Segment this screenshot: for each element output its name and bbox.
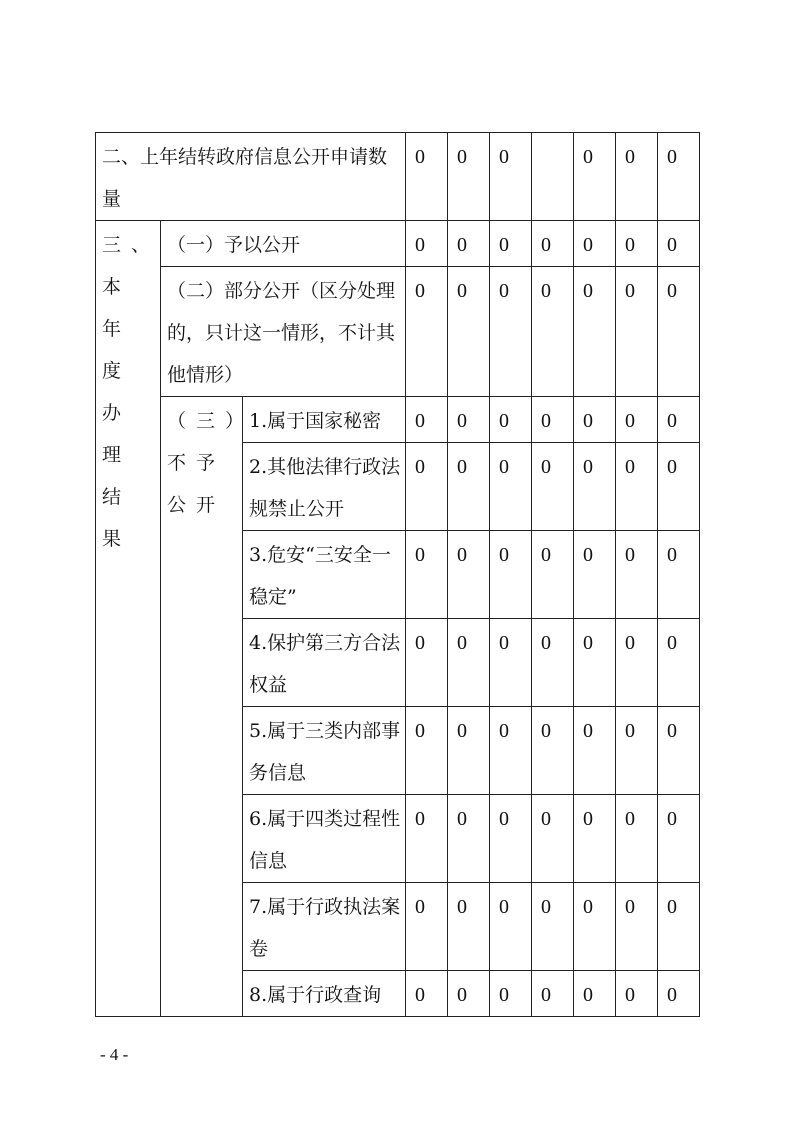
open-label: （一）予以公开 <box>161 221 406 267</box>
value-cell: 0 <box>532 531 574 619</box>
value-cell: 0 <box>406 971 448 1017</box>
value-cell: 0 <box>490 971 532 1017</box>
value-cell: 0 <box>406 619 448 707</box>
value-cell: 0 <box>406 133 448 221</box>
value-cell: 0 <box>616 221 658 267</box>
value-cell: 0 <box>658 619 700 707</box>
carryover-label: 二、上年结转政府信息公开申请数量 <box>96 133 406 221</box>
row-open <box>96 221 700 267</box>
value-cell: 0 <box>658 397 700 443</box>
disclosure-table <box>95 132 700 1017</box>
value-cell: 0 <box>448 221 490 267</box>
value-cell: 0 <box>490 397 532 443</box>
reason-label: 6.属于四类过程性信息 <box>243 795 406 883</box>
value-cell: 0 <box>658 267 700 397</box>
value-cell: 0 <box>574 133 616 221</box>
reason-label: 8.属于行政查询 <box>243 971 406 1017</box>
not-open-label: （三）不予公开 <box>161 397 243 1017</box>
value-cell: 0 <box>448 531 490 619</box>
value-cell: 0 <box>532 707 574 795</box>
value-cell: 0 <box>406 531 448 619</box>
reason-label: 3.危安“三安全一稳定” <box>243 531 406 619</box>
value-cell: 0 <box>616 397 658 443</box>
value-cell: 0 <box>490 531 532 619</box>
value-cell: 0 <box>406 397 448 443</box>
value-cell: 0 <box>616 619 658 707</box>
partial-label: （二）部分公开（区分处理的，只计这一情形，不计其他情形） <box>161 267 406 397</box>
value-cell: 0 <box>532 971 574 1017</box>
value-cell: 0 <box>448 267 490 397</box>
value-cell: 0 <box>490 133 532 221</box>
value-cell: 0 <box>658 221 700 267</box>
row-not-open-1 <box>96 397 700 443</box>
value-cell: 0 <box>406 795 448 883</box>
value-cell: 0 <box>616 795 658 883</box>
value-cell: 0 <box>616 531 658 619</box>
value-cell: 0 <box>532 795 574 883</box>
value-cell: 0 <box>406 221 448 267</box>
value-cell <box>532 133 574 221</box>
reason-label: 2.其他法律行政法规禁止公开 <box>243 443 406 531</box>
value-cell: 0 <box>448 619 490 707</box>
value-cell: 0 <box>616 971 658 1017</box>
value-cell: 0 <box>532 619 574 707</box>
value-cell: 0 <box>406 267 448 397</box>
value-cell: 0 <box>448 795 490 883</box>
section3-label: 三、本年度办理结果 <box>96 221 161 1017</box>
value-cell: 0 <box>658 883 700 971</box>
value-cell: 0 <box>616 267 658 397</box>
value-cell: 0 <box>490 795 532 883</box>
reason-label: 7.属于行政执法案卷 <box>243 883 406 971</box>
row-partial <box>96 267 700 397</box>
value-cell: 0 <box>574 397 616 443</box>
value-cell: 0 <box>616 443 658 531</box>
value-cell: 0 <box>406 883 448 971</box>
value-cell: 0 <box>574 971 616 1017</box>
value-cell: 0 <box>574 707 616 795</box>
value-cell: 0 <box>490 443 532 531</box>
value-cell: 0 <box>406 707 448 795</box>
value-cell: 0 <box>574 531 616 619</box>
value-cell: 0 <box>490 267 532 397</box>
value-cell: 0 <box>532 267 574 397</box>
value-cell: 0 <box>448 971 490 1017</box>
value-cell: 0 <box>490 619 532 707</box>
value-cell: 0 <box>448 397 490 443</box>
reason-label: 4.保护第三方合法权益 <box>243 619 406 707</box>
value-cell: 0 <box>616 883 658 971</box>
reason-label: 5.属于三类内部事务信息 <box>243 707 406 795</box>
reason-label: 1.属于国家秘密 <box>243 397 406 443</box>
value-cell: 0 <box>532 883 574 971</box>
value-cell: 0 <box>532 397 574 443</box>
value-cell: 0 <box>658 795 700 883</box>
value-cell: 0 <box>532 221 574 267</box>
value-cell: 0 <box>574 883 616 971</box>
value-cell: 0 <box>448 133 490 221</box>
value-cell: 0 <box>532 443 574 531</box>
value-cell: 0 <box>490 221 532 267</box>
value-cell: 0 <box>658 707 700 795</box>
value-cell: 0 <box>658 443 700 531</box>
value-cell: 0 <box>406 443 448 531</box>
value-cell: 0 <box>574 795 616 883</box>
value-cell: 0 <box>574 619 616 707</box>
value-cell: 0 <box>616 133 658 221</box>
page-number: - 4 - <box>100 1045 129 1064</box>
value-cell: 0 <box>574 221 616 267</box>
value-cell: 0 <box>490 707 532 795</box>
value-cell: 0 <box>574 267 616 397</box>
row-carryover <box>96 133 700 221</box>
value-cell: 0 <box>658 133 700 221</box>
value-cell: 0 <box>658 531 700 619</box>
value-cell: 0 <box>490 883 532 971</box>
value-cell: 0 <box>448 883 490 971</box>
value-cell: 0 <box>448 707 490 795</box>
value-cell: 0 <box>658 971 700 1017</box>
value-cell: 0 <box>574 443 616 531</box>
value-cell: 0 <box>616 707 658 795</box>
value-cell: 0 <box>448 443 490 531</box>
